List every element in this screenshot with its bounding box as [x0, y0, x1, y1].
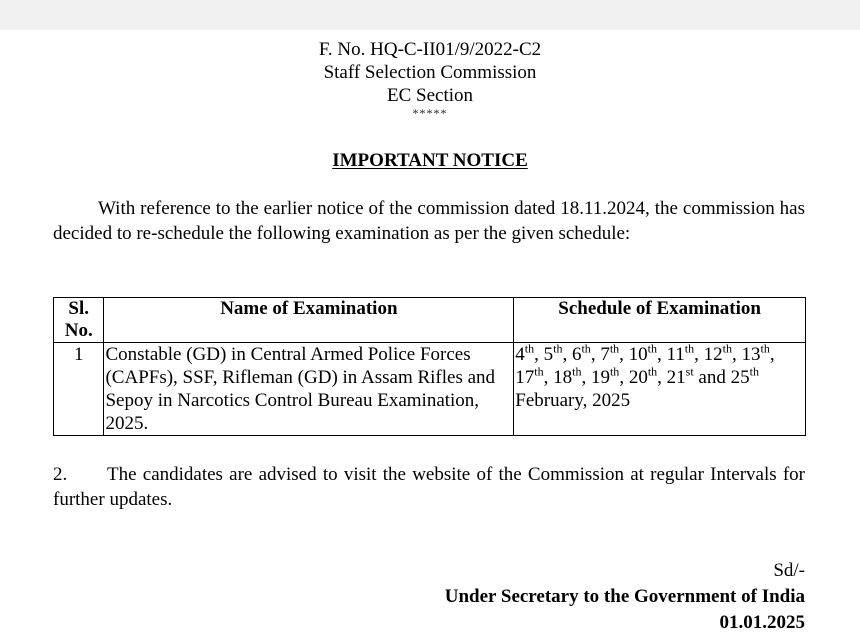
row-sl-no: 1: [54, 343, 104, 436]
header-exam-name: Name of Examination: [104, 298, 514, 343]
schedule-date: 11th: [666, 341, 695, 365]
notice-header: [0, 38, 860, 119]
file-number: F. No. HQ-C-II01/9/2022-C2: [318, 39, 542, 60]
paragraph-number: 2.: [53, 464, 68, 485]
signature-sd: Sd/-: [773, 560, 805, 581]
table-row: [54, 343, 806, 436]
schedule-date: 7th: [600, 341, 620, 365]
schedule-date: 6th: [571, 341, 591, 365]
signatory-designation: Under Secretary to the Government of India: [444, 586, 805, 607]
signature-date: 01.01.2025: [719, 612, 805, 633]
header-exam-schedule: Schedule of Examination: [514, 298, 806, 343]
schedule-date: 20th: [628, 364, 658, 388]
schedule-date: 13th: [741, 341, 770, 365]
separator-stars: *****: [412, 106, 448, 120]
signature-block: [445, 558, 805, 636]
notice-title: IMPORTANT NOTICE: [332, 150, 528, 171]
section-name: EC Section: [386, 85, 474, 106]
schedule-date: 12th: [703, 341, 732, 365]
schedule-dates: 4th, 5th, 6th, 7th, 10th, 11th, 12th, 13th, 17th, 18th, 19th, 20th, 21st and 25th February, 2025: [515, 341, 775, 411]
row-exam-name: Constable (GD) in Central Armed Police Forces (CAPFs), SSF, Rifleman (GD) in Assam Rifles and Sepoy in Narcotics Control Bureau Examination, 2025.: [104, 343, 514, 436]
organization-name: Staff Selection Commission: [323, 62, 537, 83]
reference-paragraph: With reference to the earlier notice of the commission dated 18.11.2024, the commission has decided to re-schedule the following examination as per the given schedule:: [53, 198, 805, 244]
schedule-date: 19th: [590, 364, 620, 388]
table-header-row: [54, 298, 806, 343]
advisory-text: The candidates are advised to visit the website of the Commission at regular Intervals for further updates.: [53, 464, 805, 510]
schedule-date: 4th: [515, 341, 535, 365]
header-sl-no: Sl. No.: [54, 298, 104, 343]
schedule-date: 17th: [515, 364, 544, 388]
schedule-date: 10th: [628, 341, 657, 365]
top-strip: [0, 0, 860, 30]
row-exam-schedule: [514, 343, 806, 436]
schedule-date: 25th: [730, 364, 759, 388]
advisory-paragraph: [53, 462, 805, 512]
notice-page: [0, 30, 860, 643]
schedule-date: 5th: [543, 341, 563, 365]
schedule-month-year: February, 2025: [515, 390, 631, 411]
schedule-date: 21st: [666, 364, 694, 388]
schedule-date: 18th: [553, 364, 582, 388]
schedule-table: [53, 297, 806, 436]
